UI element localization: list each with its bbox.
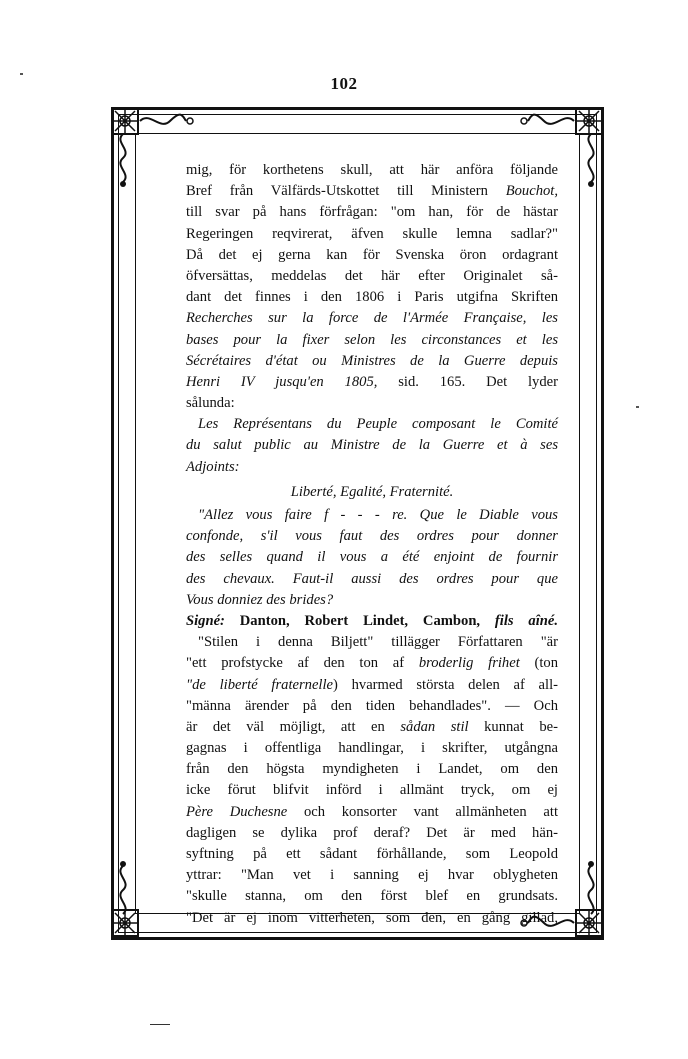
footer-rule [150, 1024, 170, 1025]
text-line: Père Duchesne och konsorter vant allmänheten att [186, 803, 558, 820]
text-line: "Stilen i denna Biljett" tillägger Författaren "är [198, 634, 558, 651]
text-line: mig, för korthetens skull, att här anföra följande [186, 162, 558, 178]
signature-line: Signé: Danton, Robert Lindet, Cambon, fils aîné. [186, 612, 558, 629]
text-line: dagligen se dylika prof deraf? Det är med hän- [186, 824, 558, 841]
text-line: till svar på hans förfrågan: "om han, för de hästar [186, 204, 558, 221]
stray-mark [20, 73, 23, 75]
text-line: syftning på ett sådant förhållande, som Leopold [186, 846, 558, 862]
text-line: des selles quand il vous a été enjoint de fournir [186, 549, 558, 566]
text-line: gagnas i offentliga handlingar, i skrifter, utgångna [186, 740, 558, 757]
text-line: "Allez vous faire f - - - re. Que le Diable vous [198, 507, 558, 523]
text-line: Les Représentans du Peuple composant le Comité [198, 416, 558, 433]
side-ornament-top-right [578, 132, 604, 188]
text-line: Adjoints: [186, 458, 240, 475]
text-line: Sécrétaires d'état ou Ministres de la Guerre depuis [186, 352, 558, 369]
text-line: från den högsta myndigheten i Landet, om den [186, 761, 558, 778]
text-line: icke förut blifvit införd i allmänt tryck, om ej [186, 782, 558, 799]
side-ornament-top-left [110, 132, 136, 188]
text-line: Vous donniez des brides? [186, 591, 334, 608]
body-text [186, 160, 558, 929]
text-line: "männa ärender på den tiden behandlades". — Och [186, 697, 558, 714]
text-line: Bref från Välfärds-Utskottet till Ministern Bouchot, [186, 183, 558, 200]
text-line: Regeringen reqvirerat, äfven skulle lemna sadlar?" [186, 225, 558, 242]
text-line: "de liberté fraternelle) hvarmed största delen af all- [186, 676, 558, 693]
text-line: confonde, s'il vous faut des ordres pour donner [186, 528, 558, 545]
motto-line: Liberté, Egalité, Fraternité. [290, 483, 454, 500]
text-line: "skulle stanna, om den först blef en grundsats. [186, 888, 558, 905]
text-line: är det väl möjligt, att en sådan stil kunnat be- [186, 718, 559, 735]
text-line: yttrar: "Man vet i sanning ej hvar oblygheten [186, 867, 558, 884]
text-line: du salut public au Ministre de la Guerre et à ses [186, 437, 558, 454]
page-number: 102 [330, 74, 358, 93]
text-line: des chevaux. Faut-il aussi des ordres pour que [186, 570, 558, 587]
text-line: Då det ej gerna kan för Svenska öron ordagrant [186, 246, 558, 263]
stray-mark [636, 406, 639, 408]
text-line: öfversättas, meddelas det här efter Originalet så- [186, 267, 558, 284]
text-line: "Det är ej inom vitterheten, som den, en gång gillad, [186, 909, 558, 926]
text-line: Henri IV jusqu'en 1805, sid. 165. Det lyder [186, 373, 558, 390]
text-line: bases pour la fixer selon les circonstances et les [186, 331, 558, 348]
text-line: "ett profstycke af den ton af broderlig frihet (ton [186, 655, 558, 672]
text-line: sålunda: [186, 395, 235, 412]
text-line: Recherches sur la force de l'Armée Française, les [186, 310, 558, 327]
text-line: dant det finnes i den 1806 i Paris utgifna Skriften [186, 289, 558, 306]
